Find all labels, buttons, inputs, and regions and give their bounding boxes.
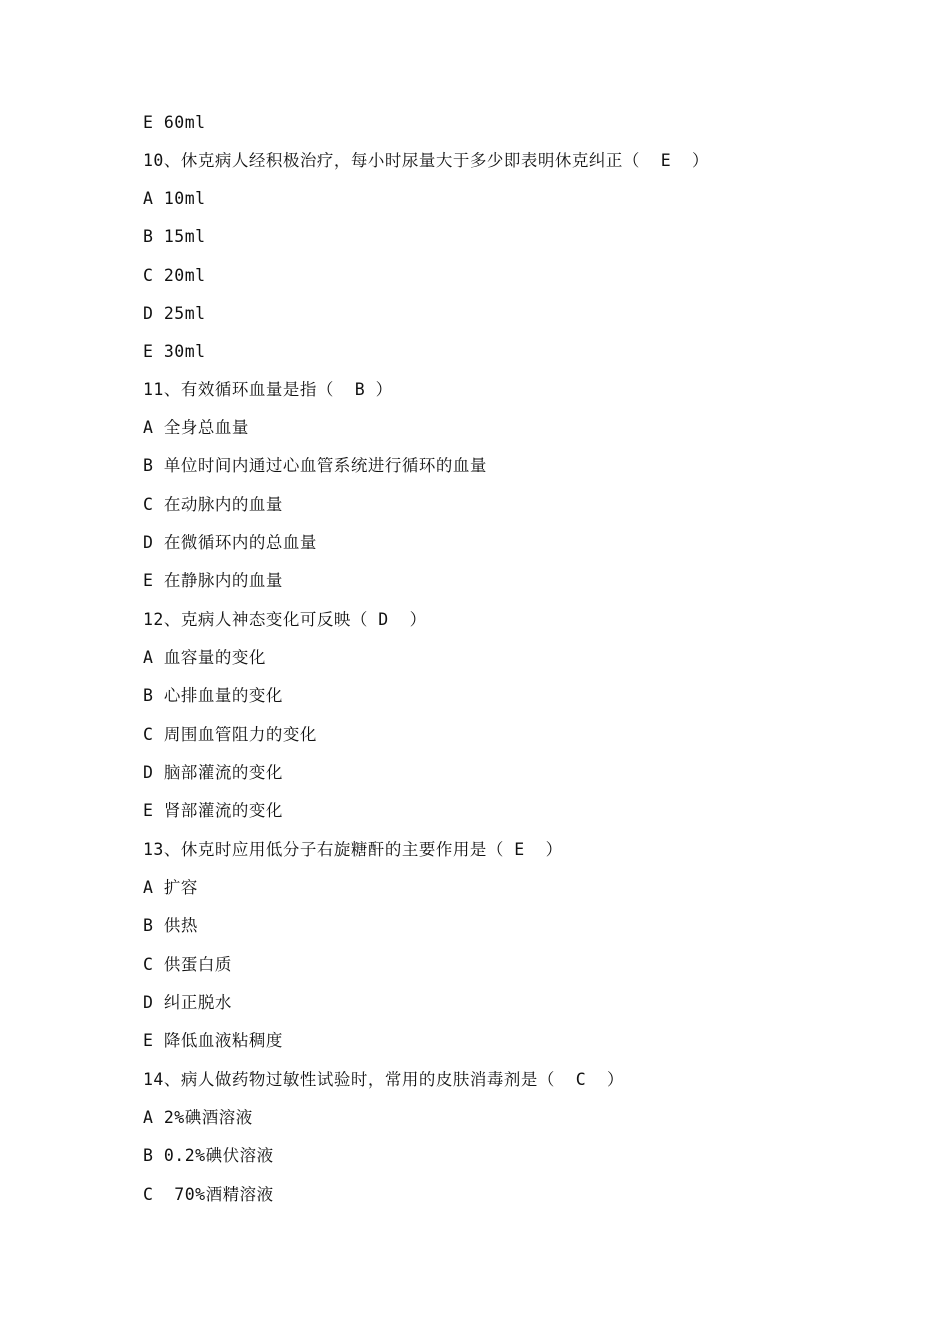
option-11b: B 单位时间内通过心血管系统进行循环的血量 <box>143 456 487 475</box>
option-13e: E 降低血液粘稠度 <box>143 1031 283 1050</box>
option-11c: C 在动脉内的血量 <box>143 495 283 514</box>
option-12c: C 周围血管阻力的变化 <box>143 725 317 744</box>
question-10: 10、休克病人经积极治疗，每小时尿量大于多少即表明休克纠正（ E ） <box>143 151 710 170</box>
option-10b: B 15ml <box>143 227 206 246</box>
option-13b: B 供热 <box>143 916 198 935</box>
option-13c: C 供蛋白质 <box>143 955 232 974</box>
option-11d: D 在微循环内的总血量 <box>143 533 317 552</box>
question-11: 11、有效循环血量是指（ B ） <box>143 380 393 399</box>
option-12b: B 心排血量的变化 <box>143 686 283 705</box>
option-10a: A 10ml <box>143 189 206 208</box>
option-12a: A 血容量的变化 <box>143 648 266 667</box>
option-13a: A 扩容 <box>143 878 198 897</box>
option-14a: A 2%碘酒溶液 <box>143 1108 253 1127</box>
option-9e: E 60ml <box>143 113 206 132</box>
option-10e: E 30ml <box>143 342 206 361</box>
option-13d: D 纠正脱水 <box>143 993 232 1012</box>
question-14: 14、病人做药物过敏性试验时，常用的皮肤消毒剂是（ C ） <box>143 1070 625 1089</box>
option-12d: D 脑部灌流的变化 <box>143 763 283 782</box>
option-14b: B 0.2%碘伏溶液 <box>143 1146 274 1165</box>
option-11a: A 全身总血量 <box>143 418 249 437</box>
option-11e: E 在静脉内的血量 <box>143 571 283 590</box>
option-10c: C 20ml <box>143 266 206 285</box>
option-12e: E 肾部灌流的变化 <box>143 801 283 820</box>
option-14c: C 70%酒精溶液 <box>143 1185 274 1204</box>
question-13: 13、休克时应用低分子右旋糖酐的主要作用是（ E ） <box>143 840 563 859</box>
question-12: 12、克病人神态变化可反映（ D ） <box>143 610 427 629</box>
option-10d: D 25ml <box>143 304 206 323</box>
